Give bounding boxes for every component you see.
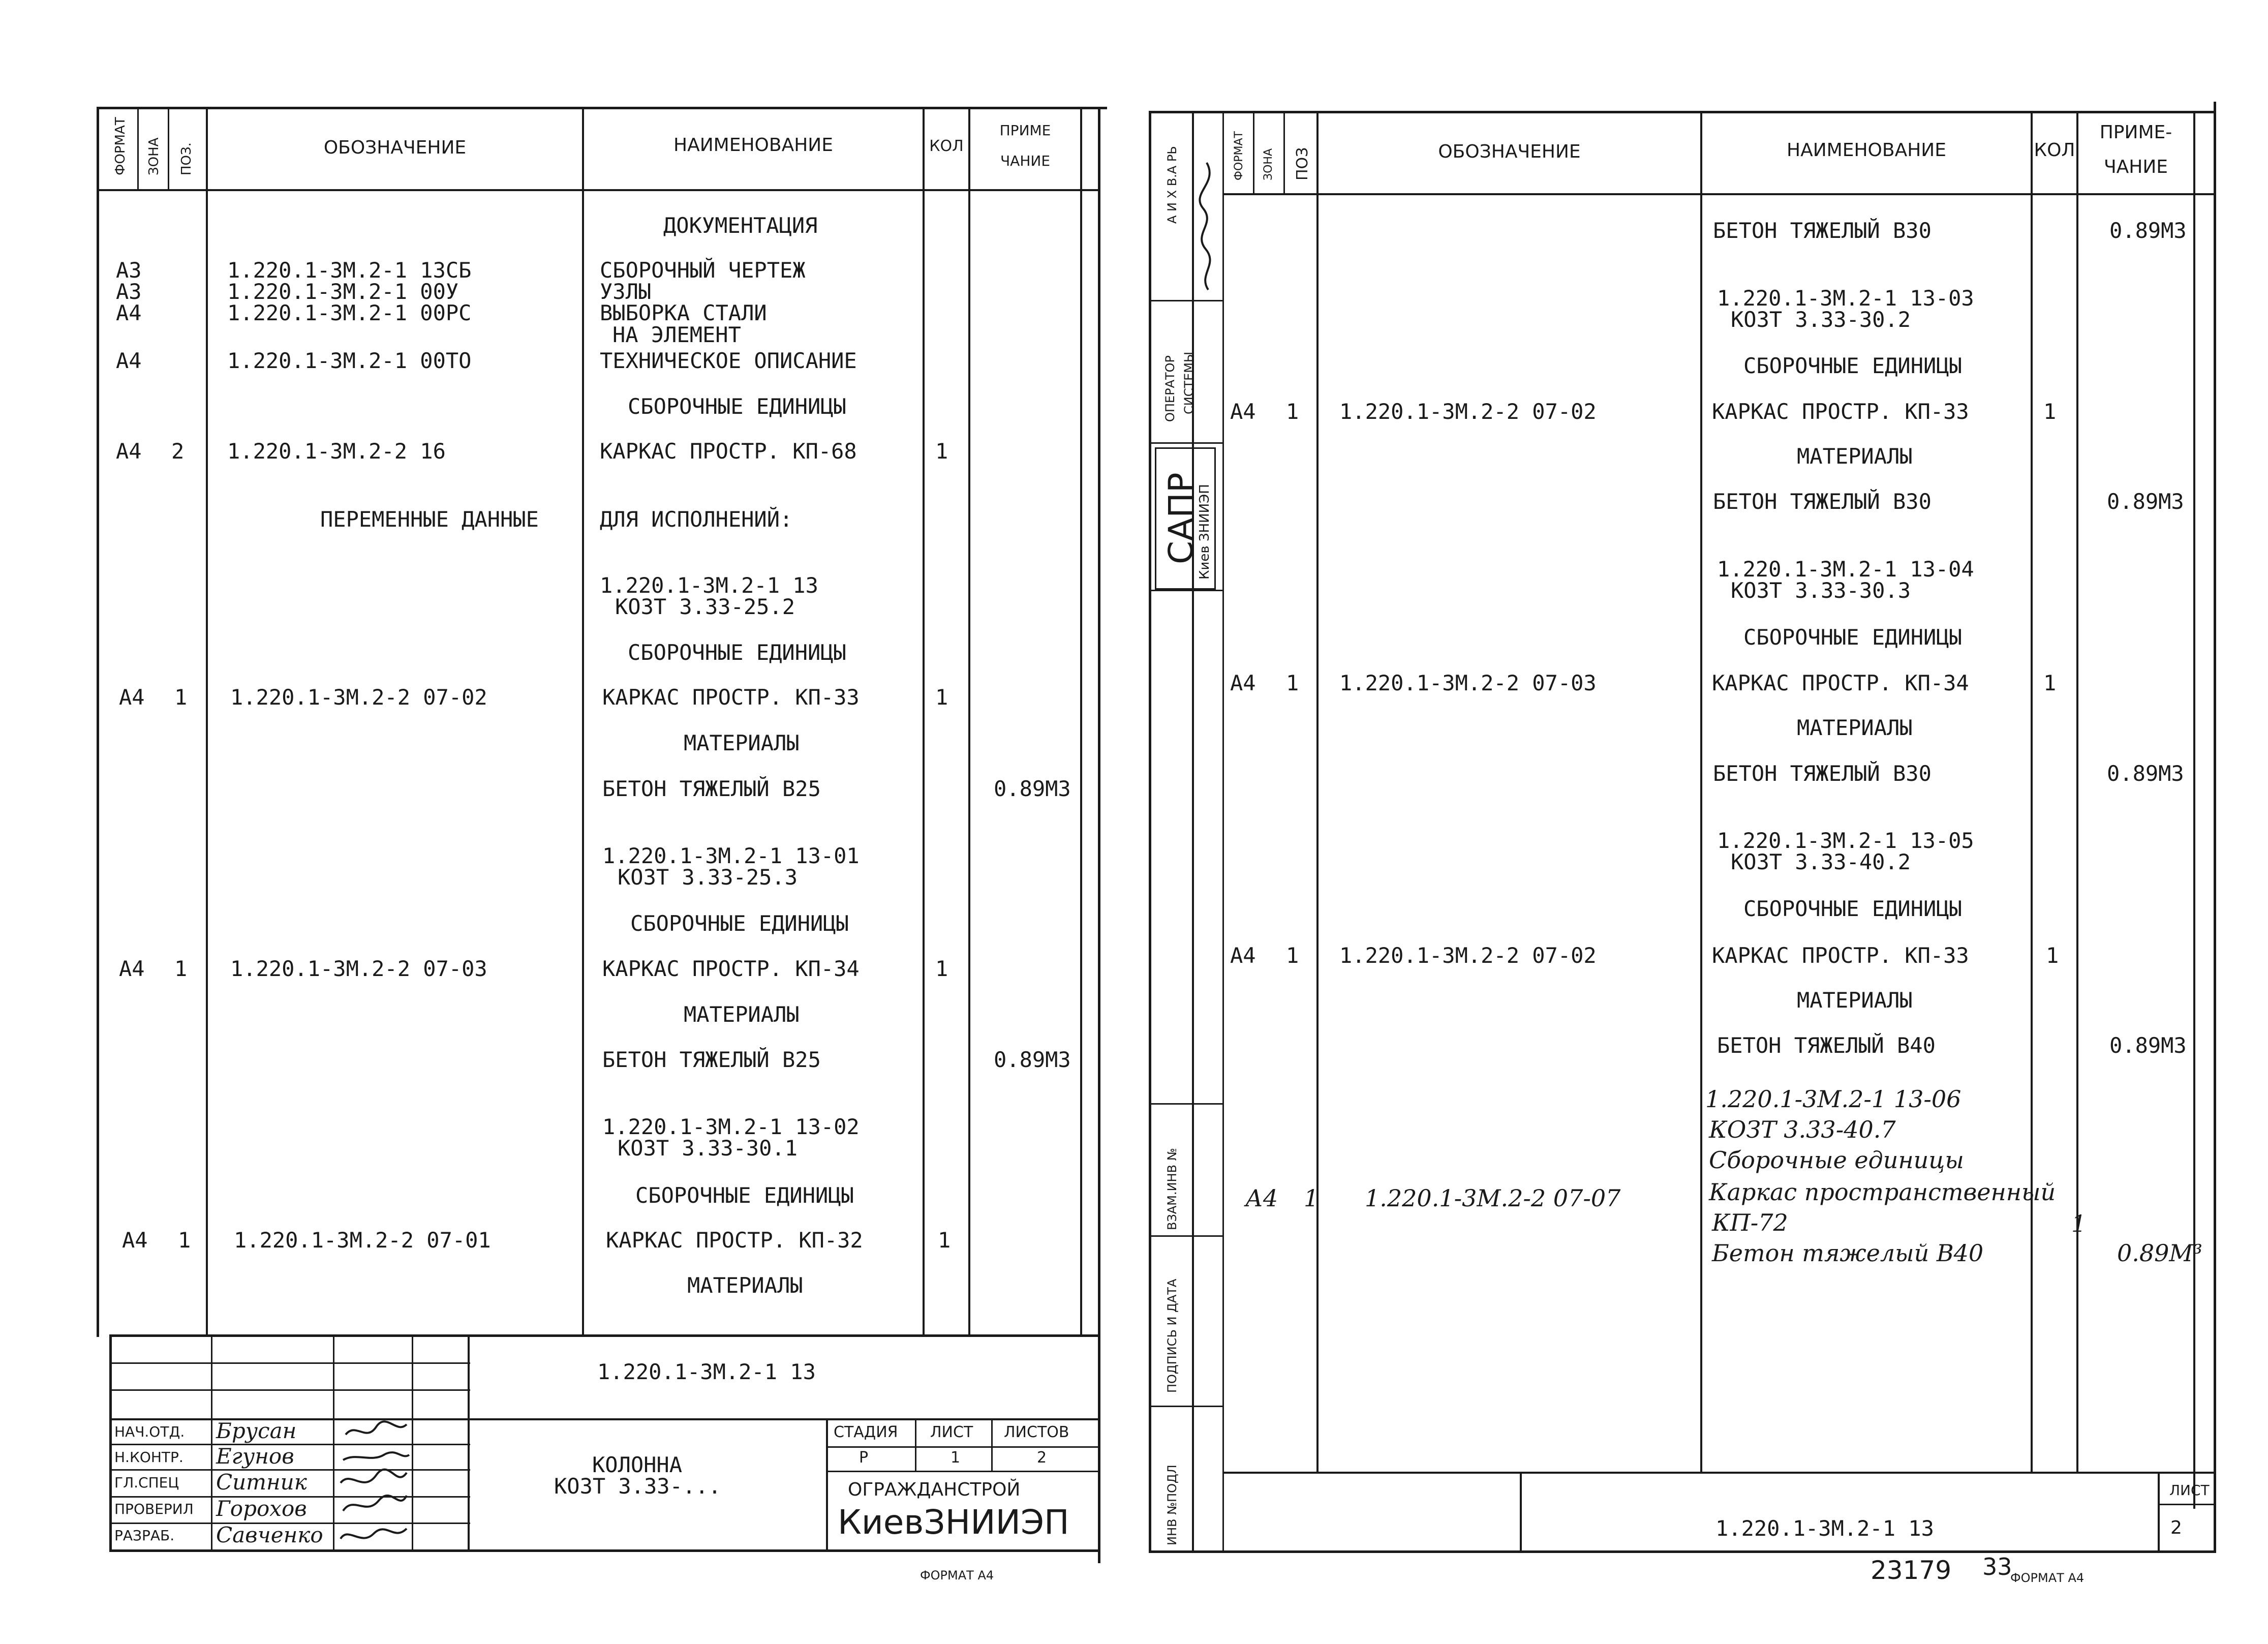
row-name: КАРКАС ПРОСТР. КП-68 [600, 439, 857, 464]
row-name: ТЕХНИЧЕСКОЕ ОПИСАНИЕ [600, 348, 857, 373]
row-designation: 1.220.1-3М.2-2 07-02 [230, 685, 487, 710]
row-format: А4 [119, 956, 145, 981]
header-designation: ОБОЗНАЧЕНИЕ [1438, 141, 1581, 162]
sapr-institute: Киев ЗНИИЭП [1197, 484, 1212, 580]
row-name: СБОРОЧНЫЙ ЧЕРТЕЖ [600, 258, 806, 283]
variant-code: 1.220.1-3М.2-1 13-05 [1717, 828, 1974, 853]
row-name: ДЛЯ ИСПОЛНЕНИЙ: [600, 507, 793, 532]
item-title-code: КОЗТ 3.33-... [554, 1474, 721, 1499]
signature-date-label: ПОДПИСЬ И ДАТА [1165, 1278, 1179, 1393]
row-name: БЕТОН ТЯЖЕЛЫЙ В30 [1713, 218, 1932, 243]
section-title: СБОРОЧНЫЕ ЕДИНИЦЫ [630, 911, 849, 936]
row-designation: 1.220.1-3М.2-1 00РС [227, 300, 472, 325]
row-qty: 1 [2043, 671, 2057, 695]
signer-name: Горохов [216, 1496, 307, 1521]
section-title: СБОРОЧНЫЕ ЕДИНИЦЫ [1743, 353, 1962, 378]
row-designation: 1.220.1-3М.2-2 07-03 [230, 956, 487, 981]
role-label: ПРОВЕРИЛ [114, 1501, 194, 1517]
item-title: КОЛОННА [592, 1452, 683, 1477]
row-name: КАРКАС ПРОСТР. КП-32 [606, 1228, 863, 1253]
handwritten-section-title: Сборочные единицы [1709, 1146, 1964, 1174]
section-title: МАТЕРИАЛЫ [684, 730, 800, 755]
row-qty: 1 [938, 1228, 951, 1253]
stamp-page: 33 [1982, 1553, 2012, 1580]
row-name: БЕТОН ТЯЖЕЛЫЙ В30 [1713, 761, 1932, 786]
row-name: НА ЭЛЕМЕНТ [612, 322, 741, 347]
row-qty: 1 [2043, 399, 2057, 424]
row-name: УЗЛЫ [600, 279, 652, 304]
section-title: МАТЕРИАЛЫ [1797, 444, 1913, 469]
row-zone: 1 [1286, 671, 1299, 695]
row-designation: 1.220.1-3М.2-2 07-02 [1339, 399, 1597, 424]
handwritten-name: КП-72 [1712, 1209, 1788, 1236]
row-format: А3 [116, 279, 142, 304]
stamp-number: 23179 [1871, 1556, 1952, 1585]
role-label: РАЗРАБ. [114, 1527, 175, 1544]
row-designation: 1.220.1-3М.2-2 07-01 [234, 1228, 491, 1253]
row-name: БЕТОН ТЯЖЕЛЫЙ В25 [602, 1047, 821, 1072]
header-qty: КОЛ [2034, 140, 2075, 161]
handwritten-material: Бетон тяжелый В40 [1712, 1239, 1984, 1267]
row-note: 0.89М3 [2107, 489, 2184, 514]
variant-code: КОЗТ 3.33-25.2 [615, 594, 795, 619]
sheet-number: 2 [2170, 1517, 2182, 1538]
handwritten-variant-code: 1.220.1-3М.2-1 13-06 [1705, 1085, 1961, 1113]
row-designation: 1.220.1-3М.2-2 07-02 [1339, 943, 1597, 968]
handwritten-format: А4 [1245, 1184, 1278, 1212]
row-name: КАРКАС ПРОСТР. КП-33 [602, 685, 860, 710]
row-name: ВЫБОРКА СТАЛИ [600, 300, 767, 325]
row-designation: 1.220.1-3М.2-2 07-03 [1339, 671, 1597, 695]
row-qty: 1 [935, 956, 948, 981]
row-format: А4 [116, 348, 142, 373]
role-label: Н.КОНТР. [114, 1449, 183, 1466]
row-format: А4 [116, 300, 142, 325]
row-note: 0.89М3 [994, 1047, 1071, 1072]
row-note: 0.89М3 [2109, 218, 2187, 243]
section-title: МАТЕРИАЛЫ [1797, 715, 1913, 740]
row-name: КАРКАС ПРОСТР. КП-33 [1712, 399, 1969, 424]
section-title: ДОКУМЕНТАЦИЯ [663, 213, 818, 238]
header-pos: ПОЗ [1294, 147, 1311, 180]
row-qty: 1 [935, 685, 948, 710]
role-label: НАЧ.ОТД. [114, 1423, 185, 1440]
variant-code: 1.220.1-3М.2-1 13-01 [602, 843, 860, 868]
header-zone: ЗОНА [146, 137, 162, 175]
handwritten-name: Каркас пространственный [1709, 1178, 2056, 1206]
section-title: МАТЕРИАЛЫ [684, 1002, 800, 1027]
signer-name: Егунов [216, 1444, 294, 1469]
row-format: А4 [122, 1228, 148, 1253]
handwritten-qty: 1 [2071, 1210, 2087, 1237]
header-name: НАИМЕНОВАНИЕ [1787, 140, 1946, 161]
institute-name: КиевЗНИИЭП [838, 1503, 1069, 1542]
row-format: А4 [119, 685, 145, 710]
archive-label: А И Х В.А РЬ [1165, 146, 1179, 224]
variant-code: КОЗТ 3.33-30.3 [1731, 578, 1911, 603]
row-zone: 2 [171, 439, 185, 464]
variant-code: 1.220.1-3М.2-1 13-02 [602, 1114, 860, 1139]
section-title: МАТЕРИАЛЫ [1797, 988, 1913, 1013]
row-format: А4 [1230, 399, 1256, 424]
archive-signature [1196, 153, 1221, 295]
stage-label: СТАДИЯ [834, 1423, 898, 1441]
signer-name: Брусан [216, 1418, 297, 1443]
variant-code: 1.220.1-3М.2-1 13-03 [1717, 286, 1974, 311]
row-name: БЕТОН ТЯЖЕЛЫЙ В40 [1717, 1033, 1936, 1058]
header-format: ФОРМАТ [1233, 131, 1245, 180]
row-designation: 1.220.1-3М.2-1 13СБ [227, 258, 472, 283]
header-zone: ЗОНА [1262, 148, 1275, 180]
header-format: ФОРМАТ [113, 117, 128, 175]
row-name: БЕТОН ТЯЖЕЛЫЙ В30 [1713, 489, 1932, 514]
variable-data-label: ПЕРЕМЕННЫЕ ДАННЫЕ [320, 507, 539, 532]
variant-code: КОЗТ 3.33-30.2 [1731, 307, 1911, 332]
sheets-value: 2 [1037, 1449, 1047, 1467]
vzam-label: ВЗАМ.ИНВ № [1165, 1148, 1179, 1230]
row-zone: 1 [1286, 943, 1299, 968]
role-label: ГЛ.СПЕЦ [114, 1474, 179, 1491]
section-title: СБОРОЧНЫЕ ЕДИНИЦЫ [1743, 625, 1962, 650]
inventory-label: ИНВ №ПОДЛ [1165, 1465, 1179, 1545]
signature-marks [335, 1419, 412, 1550]
row-qty: 1 [935, 439, 948, 464]
sheet-value: 1 [951, 1449, 961, 1467]
section-title: СБОРОЧНЫЕ ЕДИНИЦЫ [628, 640, 846, 665]
sheet-label: ЛИСТ [2169, 1482, 2210, 1499]
section-title: СБОРОЧНЫЕ ЕДИНИЦЫ [1743, 896, 1962, 921]
header-note-1: ПРИМЕ- [2099, 122, 2172, 143]
sapr-label: САПР [1161, 472, 1201, 564]
row-zone: 1 [174, 956, 188, 981]
header-note-1: ПРИМЕ [999, 122, 1051, 139]
row-note: 0.89М3 [2107, 761, 2184, 786]
header-pos: ПОЗ. [179, 142, 194, 175]
row-note: 0.89М3 [2109, 1033, 2187, 1058]
row-name: КАРКАС ПРОСТР. КП-33 [1712, 943, 1969, 968]
format-label: ФОРМАТ А4 [2010, 1571, 2085, 1585]
signer-name: Савченко [216, 1523, 323, 1547]
row-name: КАРКАС ПРОСТР. КП-34 [1712, 671, 1969, 695]
variant-code: КОЗТ 3.33-30.1 [618, 1136, 798, 1161]
handwritten-designation: 1.220.1-3М.2-2 07-07 [1365, 1184, 1621, 1212]
header-note-2: ЧАНИЕ [1000, 153, 1051, 169]
row-format: А4 [1230, 943, 1256, 968]
row-zone: 1 [1286, 399, 1299, 424]
operator-label: ОПЕРАТОР [1163, 355, 1177, 422]
header-qty: КОЛ [929, 137, 964, 155]
variant-code: 1.220.1-3М.2-1 13 [600, 573, 818, 598]
header-note-2: ЧАНИЕ [2103, 157, 2168, 177]
stage-value: Р [859, 1449, 869, 1467]
header-designation: ОБОЗНАЧЕНИЕ [323, 137, 467, 158]
row-note: 0.89М3 [994, 776, 1071, 801]
row-designation: 1.220.1-3М.2-1 00ТО [227, 348, 472, 373]
row-designation: 1.220.1-3М.2-1 00У [227, 279, 459, 304]
section-title: СБОРОЧНЫЕ ЕДИНИЦЫ [635, 1183, 854, 1208]
row-zone: 1 [174, 685, 188, 710]
doc-code: 1.220.1-3М.2-1 13 [1715, 1516, 1934, 1541]
sheets-label: ЛИСТОВ [1004, 1423, 1069, 1441]
variant-code: КОЗТ 3.33-25.3 [618, 865, 798, 890]
row-zone: 1 [178, 1228, 191, 1253]
handwritten-zone: 1 [1304, 1184, 1319, 1212]
operator-label: СИСТЕМЫ [1182, 351, 1196, 414]
row-name: КАРКАС ПРОСТР. КП-34 [602, 956, 860, 981]
row-designation: 1.220.1-3М.2-2 16 [227, 439, 446, 464]
signer-name: Ситник [216, 1470, 307, 1495]
section-title: МАТЕРИАЛЫ [687, 1273, 803, 1298]
organization-name: ОГРАЖДАНСТРОЙ [848, 1479, 1021, 1500]
row-qty: 1 [2046, 943, 2059, 968]
format-label: ФОРМАТ А4 [920, 1568, 994, 1582]
row-format: А4 [1230, 671, 1256, 695]
section-title: СБОРОЧНЫЕ ЕДИНИЦЫ [628, 394, 846, 419]
title-block-doc-code: 1.220.1-3М.2-1 13 [597, 1359, 816, 1384]
variant-code: 1.220.1-3М.2-1 13-04 [1717, 557, 1974, 582]
row-format: А3 [116, 258, 142, 283]
handwritten-note: 0.89М³ [2117, 1239, 2202, 1267]
variant-code: КОЗТ 3.33-40.2 [1731, 849, 1911, 874]
row-name: БЕТОН ТЯЖЕЛЫЙ В25 [602, 776, 821, 801]
handwritten-variant-code: КОЗТ 3.33-40.7 [1709, 1116, 1896, 1143]
row-format: А4 [116, 439, 142, 464]
sheet-label: ЛИСТ [930, 1423, 973, 1441]
header-name: НАИМЕНОВАНИЕ [673, 135, 833, 156]
